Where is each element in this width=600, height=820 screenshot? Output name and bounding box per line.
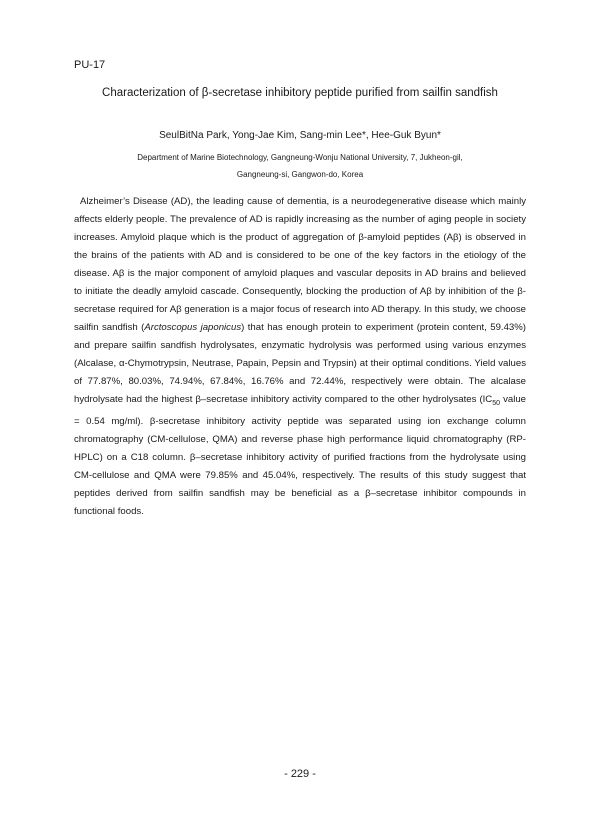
abstract-text-part-3: value = 0.54 mg/ml). β-secretase inhibitory activity peptide was separated using ion exchange column chromatography (CM-cellulose, QMA) and reverse phase high performance liquid chromatography (RP-HPLC) on a C18 column. β–secretase inhibitory activity of purified fractions from the hydrolysate using CM-cellulose and QMA were 79.85% and 45.04%, respectively. The results of this study suggest that peptides derived from sailfin sandfish may be beneficial as a β–secretase inhibitor compounds in functional foods. bbox=[74, 394, 527, 517]
affiliation-line-2: Gangneung-si, Gangwon-do, Korea bbox=[236, 170, 364, 179]
abstract-text-part-1: Alzheimer’s Disease (AD), the leading cause of dementia, is a neurodegenerative disease which mainly affects elderly people. The prevalence of AD is rapidly increasing as the number of aging people in society increases. Amyloid plaque which is the product of aggregation of β-amyloid peptides (Aβ) is observed in the brains of the patients with AD and is considered to be one of the key factors in the etiology of the disease. Aβ is the major component of amyloid plaques and vascular deposits in AD brains and believed to initiate the deadly amyloid cascade. Consequently, blocking the production of Aβ by inhibition of the β-secretase required for Aβ generation is a major focus of research into AD therapy. In this study, we choose sailfin sandfish ( bbox=[74, 196, 526, 333]
poster-code: PU-17 bbox=[74, 59, 106, 71]
abstract-body bbox=[74, 193, 526, 521]
paper-title: Characterization of β-secretase inhibitory peptide purified from sailfin sandfish bbox=[102, 87, 498, 99]
affiliation bbox=[40, 149, 560, 183]
species-name: Arctoscopus japonicus bbox=[144, 322, 242, 333]
ic50-subscript: 50 bbox=[492, 399, 501, 407]
page-number: - 229 - bbox=[284, 768, 316, 780]
abstract-text-part-2: ) that has enough protein to experiment (protein content, 59.43%) and prepare sailfin sandfish hydrolysates, enzymatic hydrolysis was performed using various enzymes (Alcalase, α-Chymotrypsin, Neutrase, Papain, Pepsin and Trypsin) at their optimal conditions. Yield values of 77.87%, 80.03%, 74.94%, 67.84%, 16.76% and 72.44%, respectively were obtain. The alcalase hydrolysate had the highest β–secretase inhibitory activity compared to the other hydrolysates (IC bbox=[74, 322, 526, 405]
author-list: SeulBitNa Park, Yong-Jae Kim, Sang-min Lee*, Hee-Guk Byun* bbox=[159, 130, 441, 141]
abstract-paragraph bbox=[74, 193, 526, 521]
affiliation-line-1: Department of Marine Biotechnology, Gangneung-Wonju National University, 7, Jukheon-gil, bbox=[137, 153, 463, 162]
